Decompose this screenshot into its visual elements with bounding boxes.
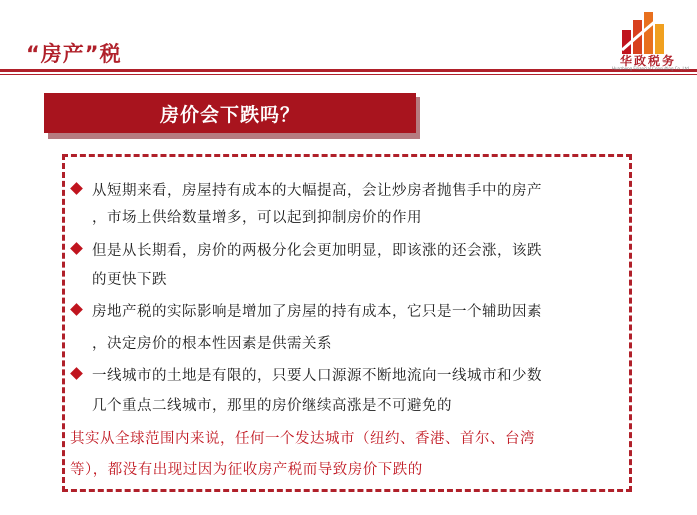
question-banner — [44, 93, 416, 133]
slide-title: “房产”税 — [26, 42, 122, 66]
conclusion-line-1: 其实从全球范围内来说，任何一个发达城市（纽约、香港、首尔、台湾 — [70, 431, 535, 447]
bullet-2-line-2: 的更快下跌 — [92, 272, 167, 288]
bullet-4-line-2: 几个重点二线城市，那里的房价继续高涨是不可避免的 — [92, 398, 452, 414]
bullet-1-line-1: 从短期来看，房屋持有成本的大幅提高，会让炒房者抛售手中的房产 — [92, 183, 542, 199]
company-logo — [612, 8, 689, 74]
header-rule — [0, 69, 697, 72]
banner-title: 房价会下跌吗？ — [159, 103, 300, 126]
logo-mark-icon — [620, 10, 666, 54]
header-rule-thin — [0, 74, 697, 75]
bullet-2-line-1: 但是从长期看，房价的两极分化会更加明显，即该涨的还会涨，该跌 — [92, 243, 542, 259]
bullet-3-line-1: 房地产税的实际影响是增加了房屋的持有成本，它只是一个辅助因素 — [92, 304, 542, 320]
bullet-4-line-1: 一线城市的土地是有限的，只要人口源源不断地流向一线城市和少数 — [92, 368, 542, 384]
bullet-3-line-2: ，决定房价的根本性因素是供需关系 — [92, 336, 332, 352]
bullet-1-line-2: ，市场上供给数量增多，可以起到抑制房价的作用 — [92, 210, 422, 226]
conclusion-line-2: 等），都没有出现过因为征收房产税而导致房价下跌的 — [70, 462, 423, 478]
logo-name: 华政税务 — [619, 54, 676, 68]
logo-subtitle: Huazheng Financial Consulting Co.,Ltd — [612, 66, 689, 71]
